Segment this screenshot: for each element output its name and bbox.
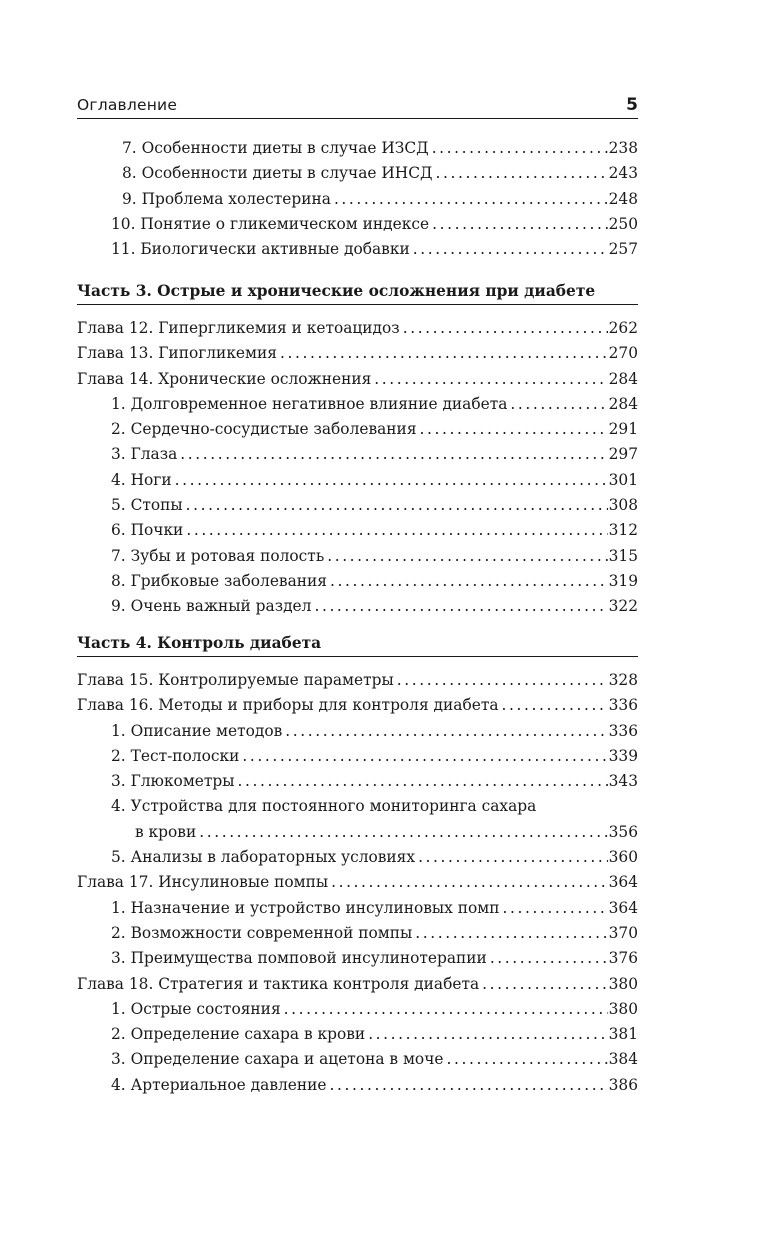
toc-entry: 9. Очень важный раздел ..... 322 [77,594,638,619]
toc-entry: 4. Артериальное давление ..... 386 [77,1073,638,1098]
running-header [77,92,638,119]
toc-entry: 7. Зубы и ротовая полость ..... 315 [77,544,638,569]
toc-entry: 9. Проблема холестерина ..... 248 [77,187,638,212]
toc-entry: 8. Особенности диеты в случае ИНСД ..... 243 [77,161,638,186]
toc-chapter: Глава 13. Гипогликемия ..... 270 [77,341,638,366]
part-title: Часть 3. Острые и хронические осложнения при диабете [77,278,638,305]
toc-part-3 [77,278,638,620]
toc-entry-line2: в крови ..... 356 [77,820,638,845]
toc-entry: 3. Глюкометры ..... 343 [77,769,638,794]
toc-entry: 3. Определение сахара и ацетона в моче ..... 384 [77,1047,638,1072]
toc-entry: 2. Сердечно-сосудистые заболевания ..... 291 [77,417,638,442]
toc-entry-line1: 4. Устройства для постоянного мониторинга сахара [111,797,537,816]
toc-entry: 8. Грибковые заболевания ..... 319 [77,569,638,594]
toc-entry: 1. Долговременное негативное влияние диабета ..... 284 [77,392,638,417]
toc-chapter: Глава 18. Стратегия и тактика контроля диабета ..... 380 [77,972,638,997]
toc-chapter: Глава 12. Гипергликемия и кетоацидоз ..... 262 [77,316,638,341]
toc-section-continued [77,136,638,262]
toc-entry: 6. Почки ..... 312 [77,518,638,543]
toc-entry: 2. Возможности современной помпы ..... 370 [77,921,638,946]
toc-entry: 3. Глаза ..... 297 [77,442,638,467]
toc-entry: 1. Острые состояния ..... 380 [77,997,638,1022]
header-title: Оглавление [77,96,178,114]
toc-chapter: Глава 14. Хронические осложнения ..... 284 [77,367,638,392]
toc-entry: 1. Описание методов ..... 336 [77,719,638,744]
toc-entry: 2. Тест-полоски ..... 339 [77,744,638,769]
toc-entry: 3. Преимущества помповой инсулинотерапии ..... 376 [77,946,638,971]
toc-entry: 2. Определение сахара в крови ..... 381 [77,1022,638,1047]
toc-chapter: Глава 15. Контролируемые параметры ..... 328 [77,668,638,693]
toc-entry: 1. Назначение и устройство инсулиновых помп ..... 364 [77,896,638,921]
page-number: 5 [626,95,638,115]
toc-chapter: Глава 16. Методы и приборы для контроля диабета ..... 336 [77,693,638,718]
toc-entry: 5. Анализы в лабораторных условиях ..... 360 [77,845,638,870]
toc-entry: 4. Ноги ..... 301 [77,468,638,493]
toc-entry: 11. Биологически активные добавки ..... 257 [77,237,638,262]
toc-part-4 [77,630,638,1098]
part-title: Часть 4. Контроль диабета [77,630,638,657]
toc-chapter: Глава 17. Инсулиновые помпы ..... 364 [77,870,638,895]
toc-entry: 5. Стопы ..... 308 [77,493,638,518]
toc-entry: 7. Особенности диеты в случае ИЗСД ..... 238 [77,136,638,161]
toc-entry: 10. Понятие о гликемическом индексе ..... 250 [77,212,638,237]
